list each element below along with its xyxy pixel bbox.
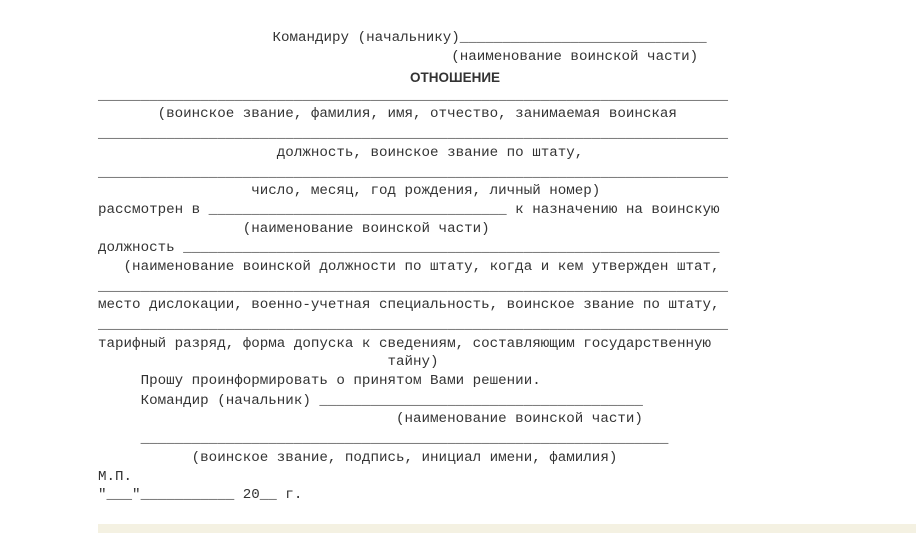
commander-line: Командир (начальник) ______________________________________: [98, 393, 643, 409]
birth-fill-line: __________________________________________________________________________: [98, 165, 729, 181]
position-fill-line: __________________________________________________________________________: [98, 126, 729, 142]
location-caption: место дислокации, военно-учетная специальность, воинское звание по штату,: [98, 297, 720, 313]
signature-fill-line: ______________________________________________________________: [98, 431, 669, 447]
considered-line: рассмотрен в ___________________________________ к назначению на воинскую: [98, 202, 720, 218]
location-fill-line: __________________________________________________________________________: [98, 279, 729, 295]
position-caption: должность, воинское звание по штату,: [98, 145, 584, 161]
addressee-line: Командиру (начальнику)_____________________________: [0, 30, 707, 46]
signature-caption: (воинское звание, подпись, инициал имени, фамилия): [98, 450, 618, 466]
tariff-caption: тарифный разряд, форма допуска к сведениям, составляющим государственную: [98, 336, 711, 352]
stamp-place: М.П.: [98, 469, 133, 485]
name-fill-line: __________________________________________________________________________: [98, 88, 729, 104]
addressee-caption: (наименование воинской части): [0, 49, 699, 65]
footer-bar: [98, 524, 916, 533]
post-line: должность _______________________________________________________________: [98, 240, 720, 256]
tariff-caption-end: тайну): [98, 354, 439, 370]
birth-caption: число, месяц, год рождения, личный номер): [98, 183, 601, 199]
request-text: Прошу проинформировать о принятом Вами решении.: [98, 373, 541, 389]
tariff-fill-line: __________________________________________________________________________: [98, 317, 729, 333]
unit-caption: (наименование воинской части): [98, 221, 490, 237]
date-line: "___"___________ 20__ г.: [98, 487, 303, 503]
document-title: ОТНОШЕНИЕ: [410, 70, 501, 85]
name-caption: (воинское звание, фамилия, имя, отчество, занимаемая воинская: [98, 106, 677, 122]
commander-unit-caption: (наименование воинской части): [98, 411, 643, 427]
post-caption: (наименование воинской должности по штату, когда и кем утвержден штат,: [98, 259, 720, 275]
